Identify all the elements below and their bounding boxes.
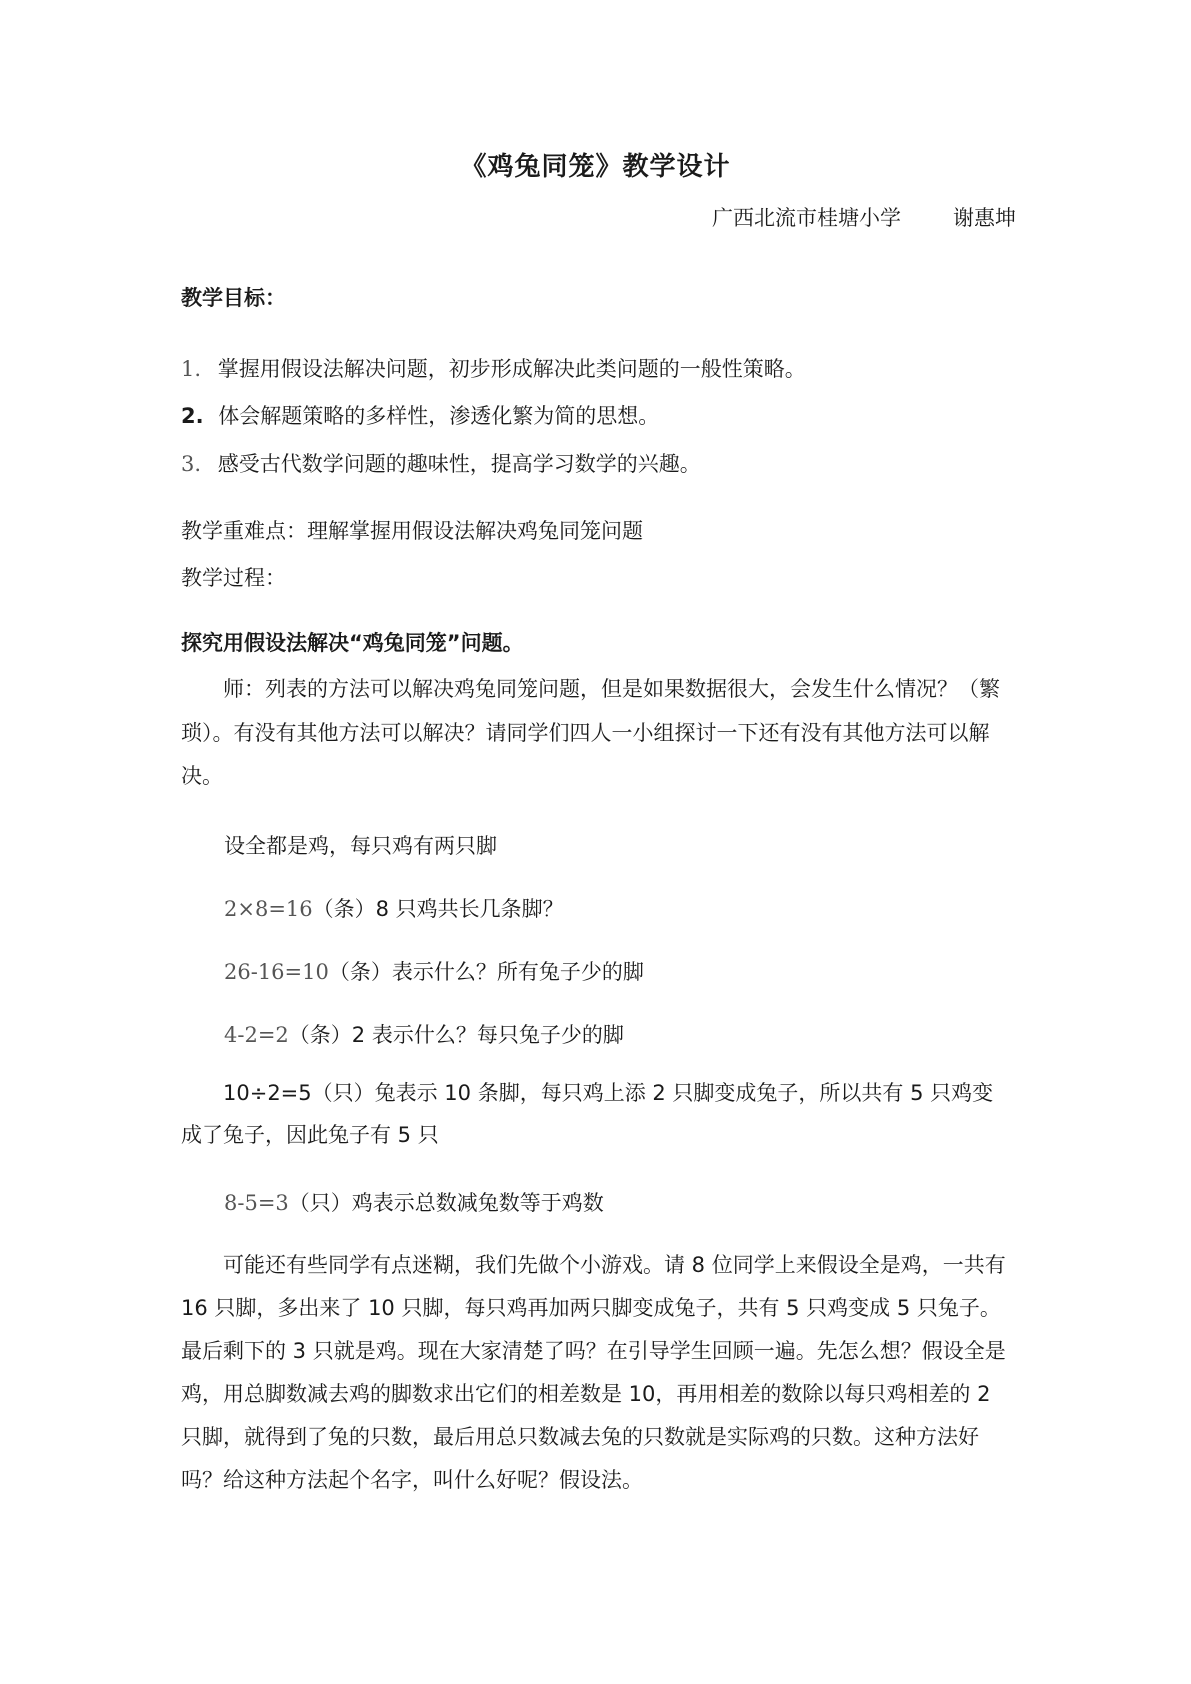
step-formula: 2×8=16 — [224, 897, 313, 921]
objectives-heading: 教学目标： — [181, 286, 286, 310]
step-formula: 8-5=3 — [224, 1191, 289, 1215]
objective-number: 1. — [181, 357, 202, 381]
step-1 — [224, 893, 564, 923]
author-name: 谢惠坤 — [953, 206, 1016, 230]
author-school: 广西北流市桂塘小学 — [712, 206, 901, 230]
process-heading: 教学过程： — [181, 566, 286, 590]
objective-number: 2. — [181, 404, 204, 428]
step-text: （条）2 表示什么？每只兔子少的脚 — [288, 1023, 624, 1047]
step-3 — [224, 1019, 624, 1049]
step-text: （条）表示什么？所有兔子少的脚 — [328, 960, 644, 984]
step-5 — [224, 1187, 604, 1217]
objective-number: 3. — [181, 452, 202, 476]
step-text: （条）8 只鸡共长几条脚？ — [312, 897, 564, 921]
objective-item-2 — [181, 400, 659, 430]
objective-item-3 — [181, 448, 701, 478]
author-line — [712, 202, 1016, 232]
step-text: （只）鸡表示总数减兔数等于鸡数 — [288, 1191, 604, 1215]
paragraph-teacher: 师：列表的方法可以解决鸡兔同笼问题，但是如果数据很大，会发生什么情况？（繁琐）。有没有其他方法可以解决？请同学们四人一小组探讨一下还有没有其他方法可以解决。 — [181, 677, 1000, 788]
page-title: 《鸡兔同笼》教学设计 — [460, 152, 731, 182]
section-heading: 探究用假设法解决“鸡兔同笼”问题。 — [181, 631, 524, 655]
objective-text: 感受古代数学问题的趣味性，提高学习数学的兴趣。 — [217, 452, 701, 476]
step-formula: 26-16=10 — [224, 960, 329, 984]
step-4: 10÷2=5（只）兔表示 10 条脚，每只鸡上添 2 只脚变成兔子，所以共有 5 只鸡变成了兔子，因此兔子有 5 只 — [181, 1081, 994, 1147]
step-2 — [224, 956, 644, 986]
objective-text: 体会解题策略的多样性，渗透化繁为简的思想。 — [218, 404, 660, 428]
objective-item-1 — [181, 353, 806, 383]
step-formula: 4-2=2 — [224, 1023, 289, 1047]
step-assume: 设全都是鸡，每只鸡有两只脚 — [224, 834, 497, 858]
objective-text: 掌握用假设法解决问题，初步形成解决此类问题的一般性策略。 — [217, 357, 806, 381]
paragraph-game: 可能还有些同学有点迷糊，我们先做个小游戏。请 8 位同学上来假设全是鸡，一共有 16 只脚，多出来了 10 只脚，每只鸡再加两只脚变成兔子，共有 5 只鸡变成 5 只兔子。最后剩下的 3 只就是鸡。现在大家清楚了吗？在引导学生回顾一遍。先怎么想？假设全是鸡，用总脚数减去鸡的脚数求出它们的相差数是 10，再用相差的数除以每只鸡相差的 2 只脚，就得到了兔的只数，最后用总只数减去兔的只数就是实际鸡的只数。这种方法好吗？给这种方法起个名字，叫什么好呢？假设法。 — [181, 1253, 1006, 1492]
key-points: 教学重难点：理解掌握用假设法解决鸡兔同笼问题 — [181, 519, 643, 543]
